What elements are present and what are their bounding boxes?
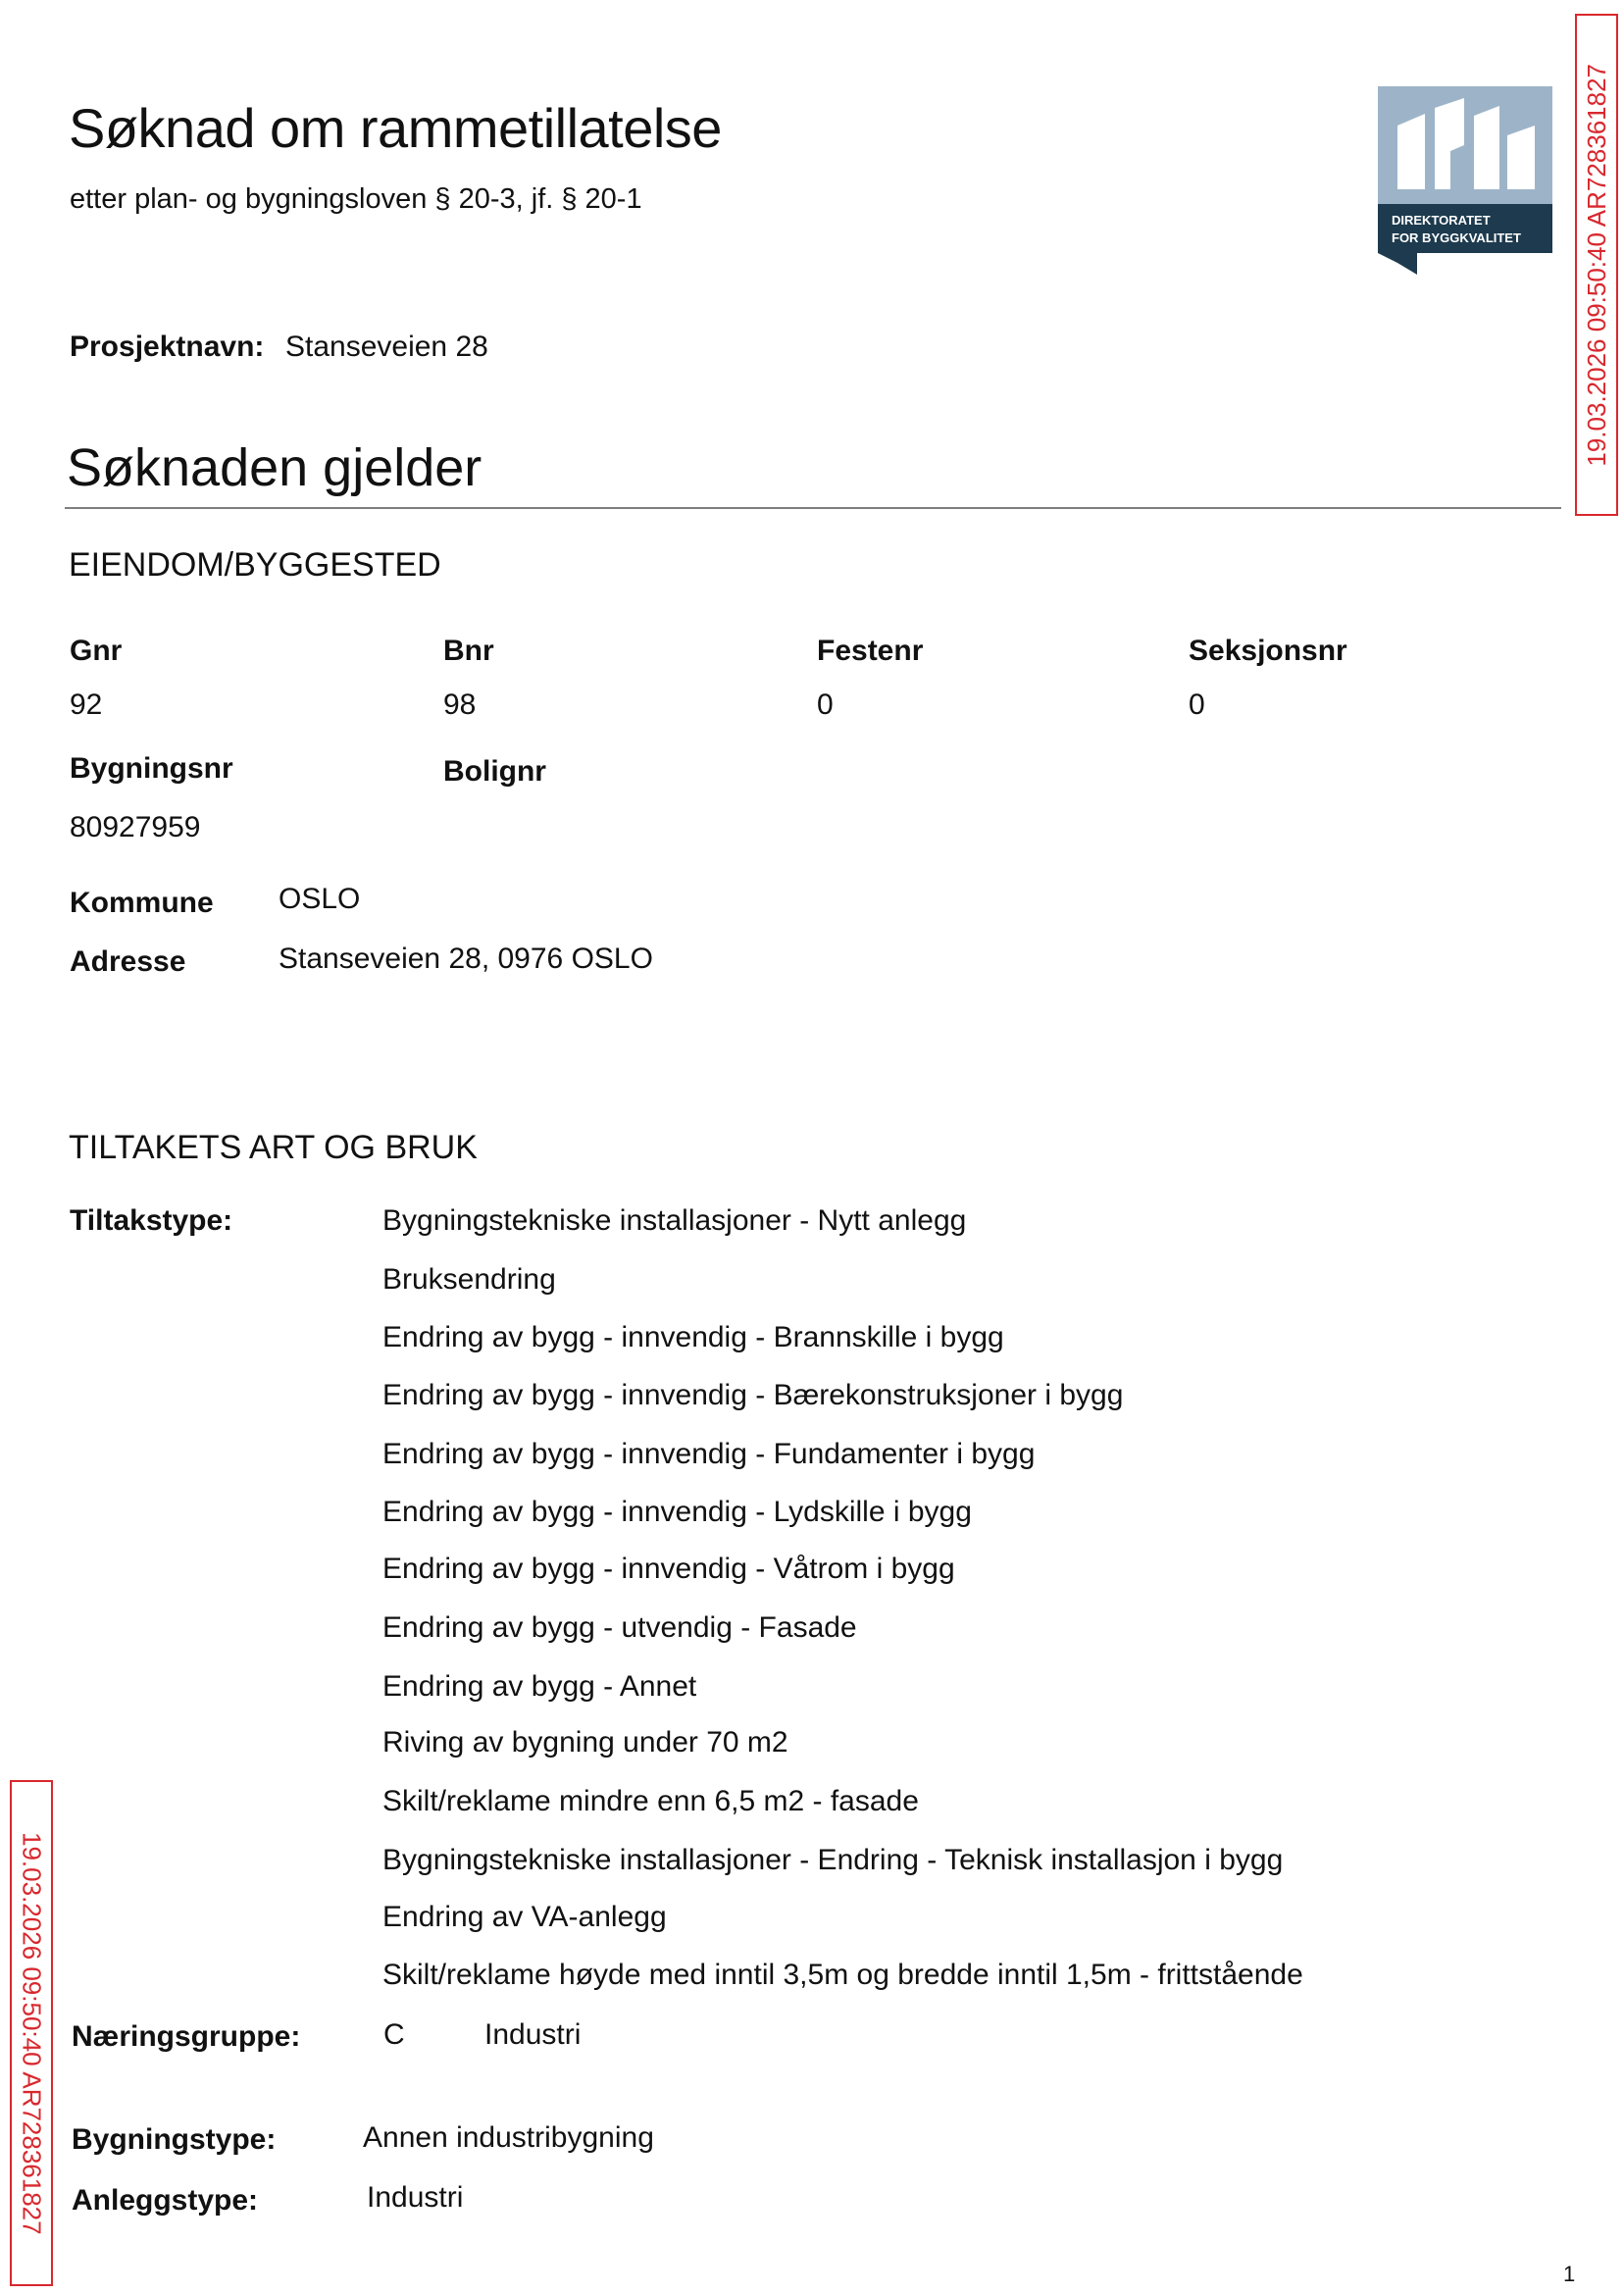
naeringsgruppe-code: C <box>383 2018 405 2051</box>
festenr-value: 0 <box>817 688 834 721</box>
bnr-value: 98 <box>443 688 477 721</box>
adresse-label: Adresse <box>70 945 186 978</box>
timestamp-stamp-right <box>1575 14 1618 516</box>
logo-line2: FOR BYGGKVALITET <box>1392 230 1521 245</box>
tiltakstype-item: Endring av bygg - innvendig - Brannskille i bygg <box>382 1321 1004 1353</box>
document-subtitle: etter plan- og bygningsloven § 20-3, jf. § 20-1 <box>70 183 642 215</box>
tiltak-heading: TILTAKETS ART OG BRUK <box>69 1129 478 1166</box>
dibk-logo-icon <box>1378 86 1552 275</box>
tiltakstype-item: Endring av bygg - innvendig - Lydskille i bygg <box>382 1496 972 1528</box>
logo-line1: DIREKTORATET <box>1392 213 1491 228</box>
festenr-label: Festenr <box>817 635 924 667</box>
tiltakstype-item: Endring av bygg - utvendig - Fasade <box>382 1611 857 1644</box>
eiendom-heading: EIENDOM/BYGGESTED <box>69 546 441 584</box>
tiltakstype-item: Riving av bygning under 70 m2 <box>382 1726 788 1759</box>
bygningstype-value: Annen industribygning <box>363 2121 654 2154</box>
tiltakstype-item: Endring av bygg - innvendig - Våtrom i bygg <box>382 1553 955 1585</box>
kommune-label: Kommune <box>70 887 214 919</box>
kommune-value: OSLO <box>279 883 361 915</box>
naeringsgruppe-label: Næringsgruppe: <box>72 2020 301 2053</box>
project-value: Stanseveien 28 <box>285 331 488 363</box>
tiltakstype-item: Bygningstekniske installasjoner - Endring - Teknisk installasjon i bygg <box>382 1844 1284 1876</box>
bnr-label: Bnr <box>443 635 494 667</box>
tiltakstype-item: Endring av bygg - Annet <box>382 1670 697 1703</box>
tiltakstype-item: Endring av VA-anlegg <box>382 1901 667 1933</box>
seksjonsnr-label: Seksjonsnr <box>1189 635 1347 667</box>
page-number: 1 <box>1563 2262 1576 2286</box>
anleggstype-value: Industri <box>367 2181 464 2214</box>
bygningsnr-value: 80927959 <box>70 811 201 843</box>
tiltakstype-item: Skilt/reklame mindre enn 6,5 m2 - fasade <box>382 1785 919 1817</box>
section-title: Søknaden gjelder <box>67 438 482 497</box>
tiltakstype-item: Bygningstekniske installasjoner - Nytt anlegg <box>382 1204 967 1237</box>
adresse-value: Stanseveien 28, 0976 OSLO <box>279 943 653 975</box>
timestamp-stamp-left <box>10 1780 53 2286</box>
section-divider <box>65 507 1561 509</box>
naeringsgruppe-name: Industri <box>484 2018 582 2051</box>
project-label: Prosjektnavn: <box>70 331 265 363</box>
anleggstype-label: Anleggstype: <box>72 2184 259 2217</box>
tiltakstype-item: Endring av bygg - innvendig - Bærekonstruksjoner i bygg <box>382 1379 1124 1411</box>
gnr-label: Gnr <box>70 635 123 667</box>
bygningsnr-label: Bygningsnr <box>70 752 233 785</box>
timestamp-stamp-right-text: 19.03.2026 09:50:40 AR728361827 <box>1581 63 1611 467</box>
dibk-logo <box>1378 86 1552 275</box>
tiltakstype-label: Tiltakstype: <box>70 1204 233 1237</box>
bygningstype-label: Bygningstype: <box>72 2123 277 2156</box>
tiltakstype-item: Endring av bygg - innvendig - Fundamenter i bygg <box>382 1438 1036 1470</box>
bolignr-label: Bolignr <box>443 755 546 788</box>
tiltakstype-item: Bruksendring <box>382 1263 556 1296</box>
tiltakstype-item: Skilt/reklame høyde med inntil 3,5m og bredde inntil 1,5m - frittstående <box>382 1959 1303 1991</box>
seksjonsnr-value: 0 <box>1189 688 1205 721</box>
timestamp-stamp-left-text: 19.03.2026 09:50:40 AR728361827 <box>17 1831 47 2235</box>
document-title: Søknad om rammetillatelse <box>69 97 722 159</box>
gnr-value: 92 <box>70 688 103 721</box>
